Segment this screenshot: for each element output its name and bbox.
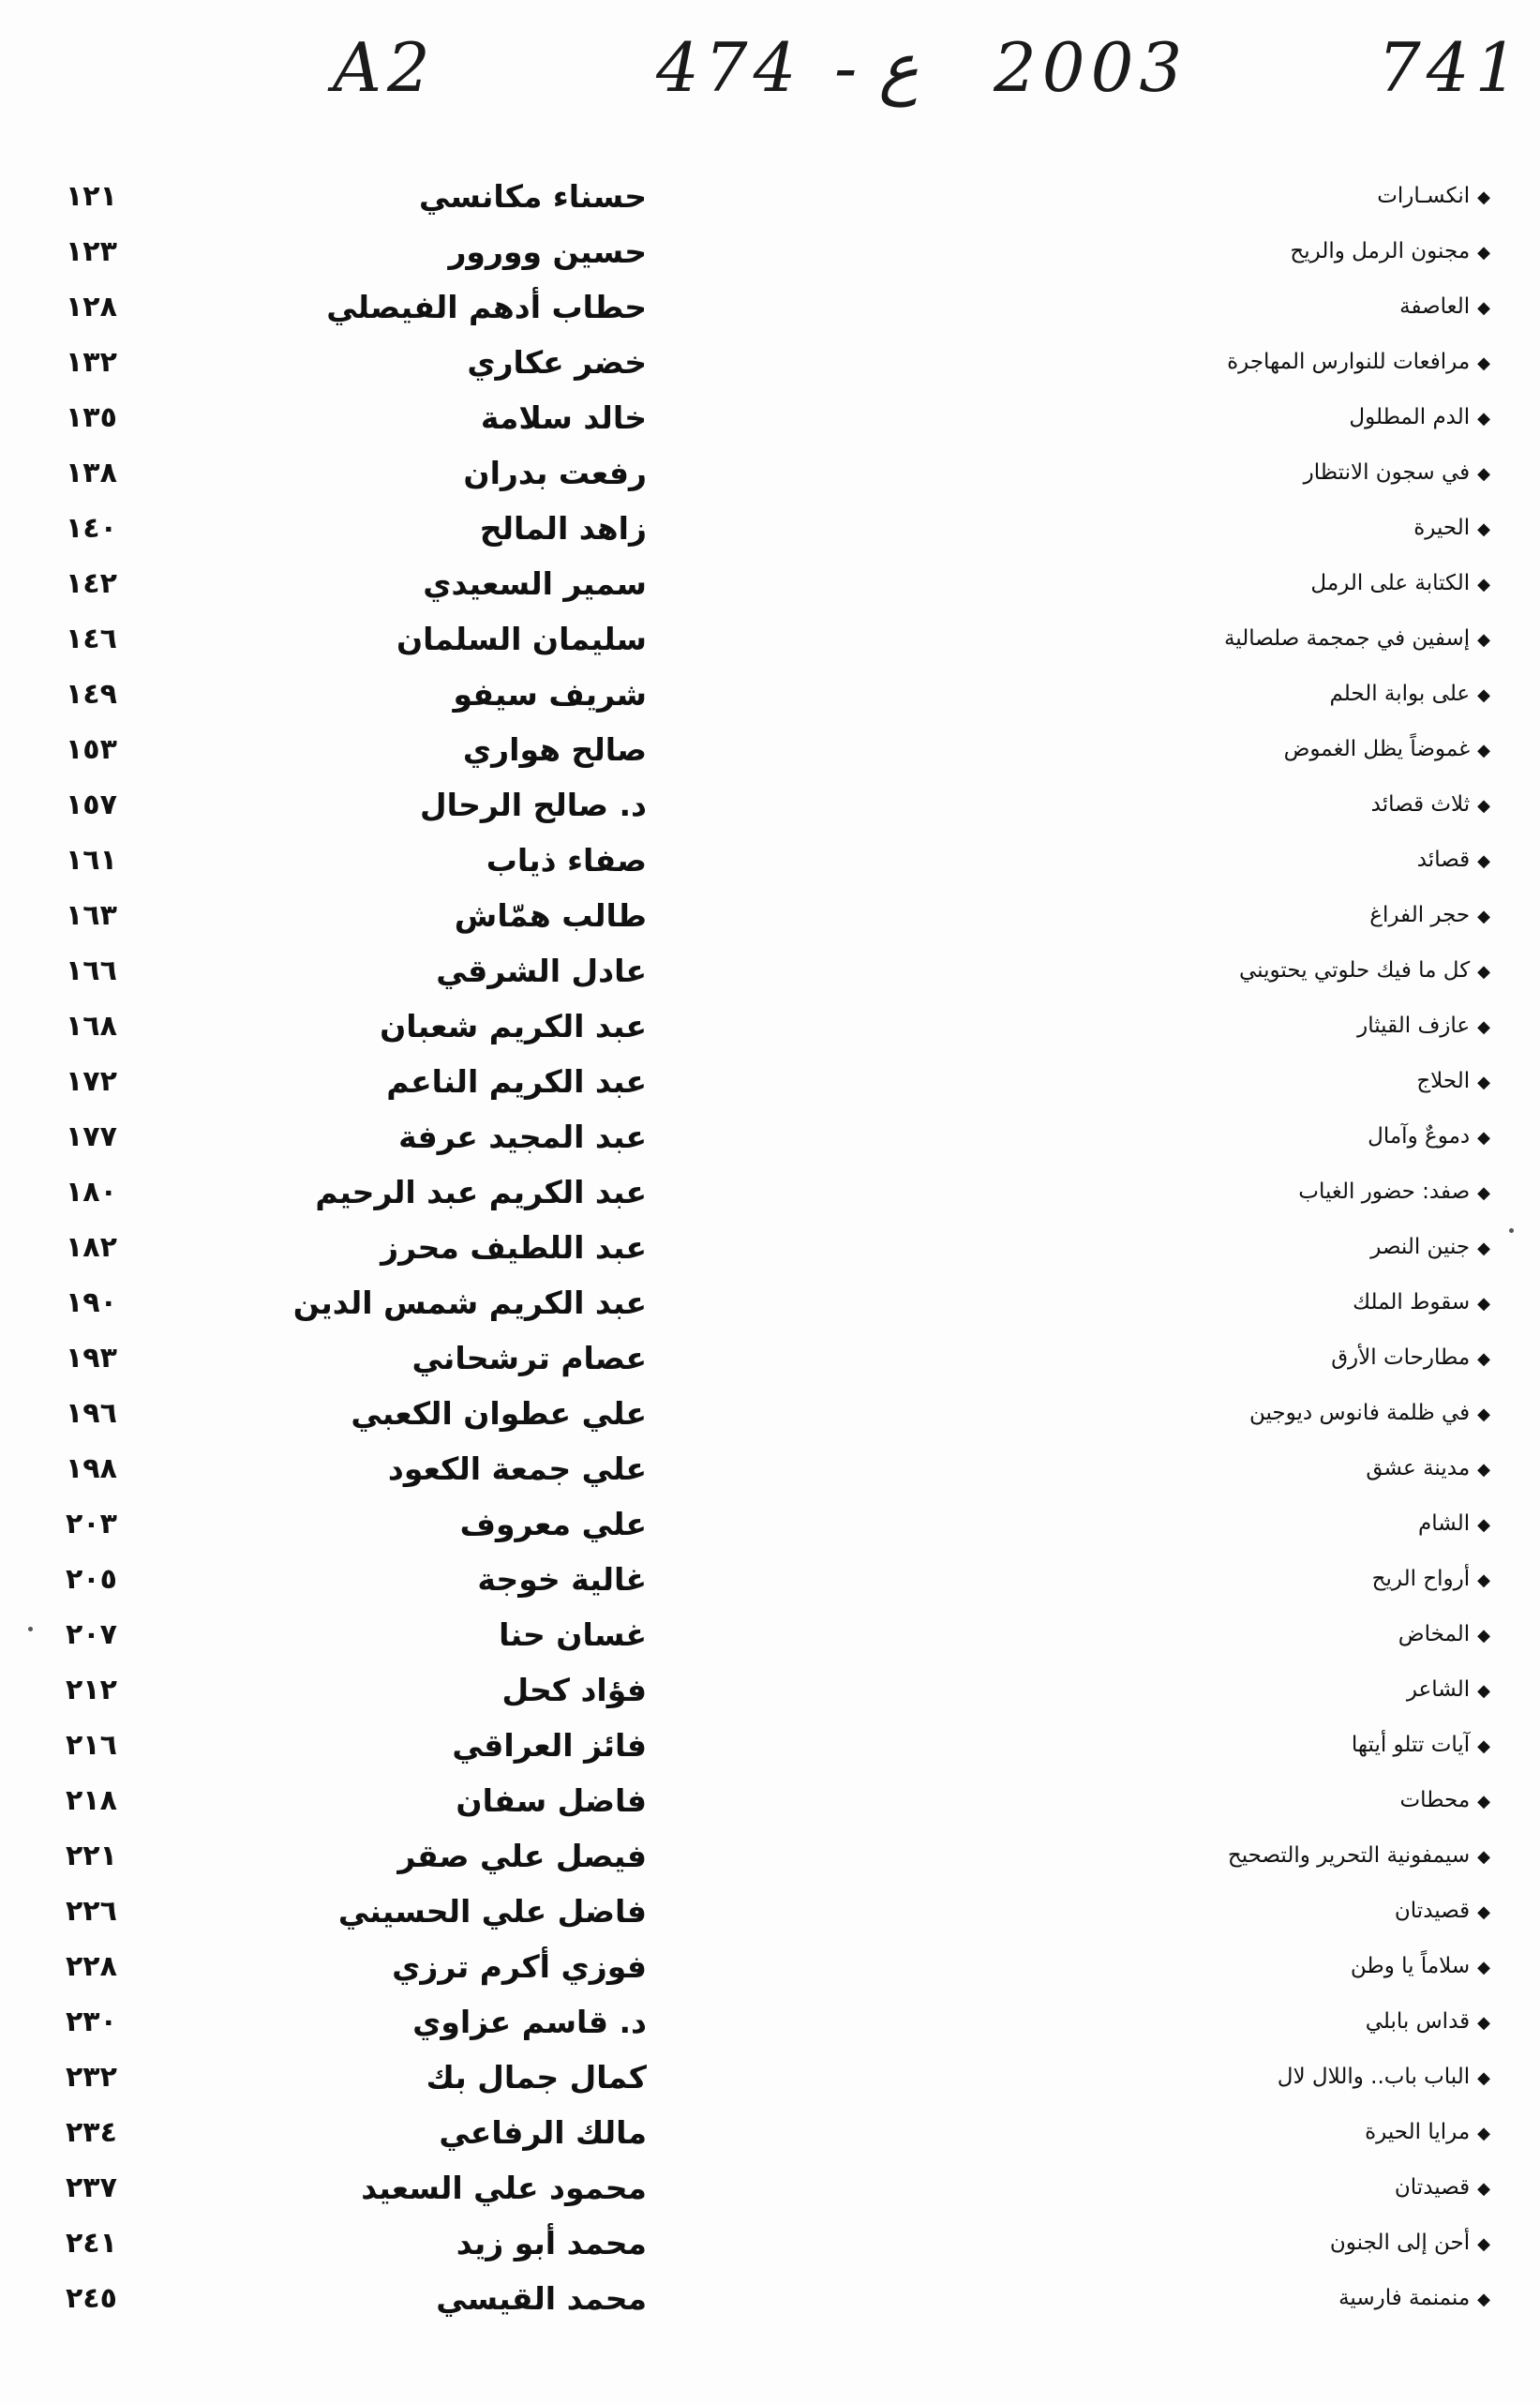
page-number: ١٧٧: [66, 1120, 117, 1153]
author-name: غسان حنا: [499, 1616, 647, 1653]
poem-title-text: أرواح الريح: [1371, 1567, 1471, 1591]
page-number: ٢٠٥: [66, 1563, 117, 1596]
toc-row: [37, 722, 1500, 777]
toc-row: [37, 279, 1500, 335]
bullet-icon: ◆: [1477, 796, 1490, 816]
author-name: شريف سيفو: [453, 676, 647, 713]
toc-row: [37, 1884, 1500, 1939]
author-name: سمير السعيدي: [423, 565, 647, 602]
poem-title: [1022, 888, 1490, 943]
poem-title: [1022, 1552, 1490, 1607]
poem-title-text: منمنمة فارسية: [1338, 2286, 1471, 2310]
poem-title-text: سقوط الملك: [1353, 1290, 1471, 1315]
poem-title-text: أحن إلى الجنون: [1329, 2231, 1471, 2255]
toc-row: [37, 1662, 1500, 1718]
toc-row: [37, 2216, 1500, 2271]
bullet-icon: ◆: [1477, 1460, 1490, 1480]
page-number: ٢٢١: [66, 1840, 117, 1872]
poem-title-text: قصيدتان: [1394, 1899, 1471, 1923]
bullet-icon: ◆: [1477, 464, 1490, 484]
toc-row: [37, 1994, 1500, 2050]
poem-title-text: على بوابة الحلم: [1329, 682, 1471, 706]
handwritten-year: 2003: [994, 28, 1189, 107]
page-number: ٢٣٠: [66, 2006, 117, 2038]
bullet-icon: ◆: [1477, 1017, 1490, 1037]
poem-title-text: الشاعر: [1406, 1677, 1471, 1702]
page-number: ١٧٢: [66, 1065, 117, 1098]
author-name: فيصل علي صقر: [397, 1838, 647, 1874]
bullet-icon: ◆: [1477, 741, 1490, 760]
page-number: ١٩٦: [66, 1397, 117, 1430]
page-number: ١٦٦: [66, 954, 117, 987]
page-number: ٢٢٨: [66, 1950, 117, 1983]
page-number: ١٣٢: [66, 346, 117, 379]
bullet-icon: ◆: [1477, 2013, 1490, 2033]
author-name: عبد المجيد عرفة: [398, 1119, 647, 1155]
poem-title: [1022, 501, 1490, 556]
author-name: محمد أبو زيد: [456, 2225, 647, 2261]
poem-title: [1022, 722, 1490, 777]
toc-row: [37, 1441, 1500, 1496]
author-name: خضر عكاري: [467, 344, 647, 381]
toc-row: [37, 1828, 1500, 1884]
page-number: ١٦٨: [66, 1010, 117, 1043]
poem-title: [1022, 1607, 1490, 1662]
bullet-icon: ◆: [1477, 1681, 1490, 1701]
poem-title-text: جنين النصر: [1370, 1235, 1471, 1259]
handwritten-code: A2: [333, 28, 436, 107]
toc-row: [37, 833, 1500, 888]
poem-title-text: قصيدتان: [1394, 2175, 1471, 2200]
page-number: ١٢١: [66, 180, 117, 213]
toc-row: [37, 1109, 1500, 1164]
poem-title-text: قصائد: [1416, 848, 1471, 872]
poem-title: [1022, 1773, 1490, 1828]
scan-speck: [1509, 1228, 1514, 1233]
bullet-icon: ◆: [1477, 1626, 1490, 1645]
scan-speck: [28, 1627, 33, 1631]
poem-title-text: مرافعات للنوارس المهاجرة: [1227, 350, 1471, 374]
poem-title: [1022, 279, 1490, 335]
toc-row: [37, 556, 1500, 611]
page-number: ١٤٩: [66, 678, 117, 711]
author-name: محمد القيسي: [436, 2280, 647, 2317]
poem-title-text: إسفين في جمجمة صلصالية: [1223, 626, 1471, 651]
bullet-icon: ◆: [1477, 243, 1490, 263]
bullet-icon: ◆: [1477, 1958, 1490, 1977]
toc-row: [37, 1718, 1500, 1773]
poem-title-text: غموضاً يظل الغموض: [1283, 737, 1471, 761]
author-name: عبد اللطيف محرز: [381, 1229, 647, 1266]
author-name: علي جمعة الكعود: [387, 1450, 647, 1487]
bullet-icon: ◆: [1477, 2124, 1490, 2143]
toc-row: [37, 169, 1500, 224]
author-name: حسناء مكانسي: [419, 178, 647, 215]
author-name: علي عطوان الكعبي: [351, 1395, 647, 1432]
bullet-icon: ◆: [1477, 1847, 1490, 1867]
poem-title-text: المخاض: [1398, 1622, 1471, 1646]
poem-title-text: الحلاج: [1416, 1069, 1471, 1093]
page-number: ١٢٨: [66, 291, 117, 323]
bullet-icon: ◆: [1477, 1349, 1490, 1369]
bullet-icon: ◆: [1477, 2290, 1490, 2309]
poem-title-text: الحيرة: [1413, 516, 1471, 540]
page-number: ١٢٣: [66, 235, 117, 268]
author-name: محمود علي السعيد: [361, 2170, 647, 2206]
toc-row: [37, 390, 1500, 445]
author-name: صالح هواري: [462, 731, 647, 768]
page-number: ٢٢٦: [66, 1895, 117, 1928]
table-of-contents: [37, 169, 1500, 2326]
poem-title: [1022, 1386, 1490, 1441]
author-name: عبد الكريم عبد الرحيم: [315, 1174, 647, 1210]
toc-row: [37, 1386, 1500, 1441]
toc-row: [37, 1552, 1500, 1607]
bullet-icon: ◆: [1477, 962, 1490, 982]
bullet-icon: ◆: [1477, 2068, 1490, 2088]
poem-title-text: العاصفة: [1399, 294, 1471, 319]
page-number: ١٨٠: [66, 1176, 117, 1209]
poem-title: [1022, 777, 1490, 833]
page-number: ٢١٨: [66, 1784, 117, 1817]
poem-title-text: في ظلمة فانوس ديوجين: [1248, 1401, 1471, 1425]
bullet-icon: ◆: [1477, 851, 1490, 871]
toc-row: [37, 1330, 1500, 1386]
poem-title: [1022, 1330, 1490, 1386]
toc-row: [37, 1607, 1500, 1662]
toc-row: [37, 943, 1500, 999]
page-number: ٢١٢: [66, 1674, 117, 1706]
poem-title: [1022, 2271, 1490, 2326]
author-name: عبد الكريم شعبان: [380, 1008, 647, 1044]
bullet-icon: ◆: [1477, 1570, 1490, 1590]
author-name: عبد الكريم شمس الدين: [292, 1285, 647, 1321]
page-number: ١٤٠: [66, 512, 117, 545]
author-name: مالك الرفاعي: [439, 2114, 647, 2151]
poem-title-text: حجر الفراغ: [1369, 903, 1471, 927]
toc-row: [37, 445, 1500, 501]
bullet-icon: ◆: [1477, 1902, 1490, 1922]
poem-title: [1022, 2160, 1490, 2216]
handwritten-letter: - ع: [834, 28, 920, 107]
page-number: ١٩٨: [66, 1452, 117, 1485]
author-name: طالب همّاش: [454, 897, 647, 934]
page-number: ١٣٥: [66, 401, 117, 434]
poem-title: [1022, 943, 1490, 999]
bullet-icon: ◆: [1477, 575, 1490, 594]
toc-row: [37, 335, 1500, 390]
author-name: عصام ترشحاني: [411, 1340, 647, 1376]
author-name: فائز العراقي: [452, 1727, 647, 1764]
page-number: ١٤٦: [66, 623, 117, 655]
author-name: فوزي أكرم ترزي: [392, 1948, 647, 1985]
bullet-icon: ◆: [1477, 630, 1490, 650]
bullet-icon: ◆: [1477, 188, 1490, 207]
page-number: ٢٠٣: [66, 1508, 117, 1540]
toc-row: [37, 888, 1500, 943]
author-name: د. صالح الرحال: [420, 787, 647, 823]
bullet-icon: ◆: [1477, 1128, 1490, 1148]
poem-title-text: ثلاث قصائد: [1370, 792, 1471, 817]
page-number: ١٦١: [66, 844, 117, 877]
poem-title: [1022, 224, 1490, 279]
poem-title: [1022, 1109, 1490, 1164]
page-number: ١٤٢: [66, 567, 117, 600]
toc-row: [37, 1220, 1500, 1275]
bullet-icon: ◆: [1477, 685, 1490, 705]
poem-title-text: سلاماً يا وطن: [1350, 1954, 1471, 1978]
poem-title: [1022, 1496, 1490, 1552]
poem-title: [1022, 999, 1490, 1054]
handwritten-number: 474: [656, 28, 802, 107]
page-number: ١٨٢: [66, 1231, 117, 1264]
poem-title: [1022, 445, 1490, 501]
bullet-icon: ◆: [1477, 409, 1490, 428]
poem-title-text: الباب باب.. واللال لال: [1277, 2065, 1471, 2089]
poem-title-text: الشام: [1417, 1511, 1471, 1536]
author-name: كمال جمال بك: [426, 2059, 647, 2096]
page-number: ٢١٦: [66, 1729, 117, 1762]
poem-title-text: كل ما فيك حلوتي يحتويني: [1239, 958, 1471, 983]
page-number: ١٩٣: [66, 1342, 117, 1375]
page-number: ١٩٠: [66, 1286, 117, 1319]
author-name: فاضل سفان: [456, 1782, 647, 1819]
poem-title-text: مجنون الرمل والريح: [1290, 239, 1471, 263]
handwritten-header: [0, 28, 1540, 131]
bullet-icon: ◆: [1477, 1792, 1490, 1811]
bullet-icon: ◆: [1477, 907, 1490, 926]
poem-title: [1022, 1164, 1490, 1220]
poem-title: [1022, 1828, 1490, 1884]
bullet-icon: ◆: [1477, 1239, 1490, 1258]
author-name: خالد سلامة: [480, 399, 647, 436]
poem-title-text: محطات: [1399, 1788, 1471, 1812]
page-number: ١٥٧: [66, 789, 117, 821]
bullet-icon: ◆: [1477, 353, 1490, 373]
poem-title-text: في سجون الانتظار: [1303, 460, 1471, 485]
author-name: د. قاسم عزاوي: [412, 2004, 647, 2040]
author-name: صفاء ذياب: [486, 842, 647, 879]
page-number: ٢٤١: [66, 2227, 117, 2260]
author-name: عبد الكريم الناعم: [386, 1063, 647, 1100]
toc-row: [37, 224, 1500, 279]
poem-title-text: مطارحات الأرق: [1331, 1345, 1471, 1370]
toc-row: [37, 2160, 1500, 2216]
poem-title: [1022, 667, 1490, 722]
poem-title: [1022, 2216, 1490, 2271]
bullet-icon: ◆: [1477, 1183, 1490, 1203]
poem-title: [1022, 335, 1490, 390]
toc-row: [37, 667, 1500, 722]
bullet-icon: ◆: [1477, 1736, 1490, 1756]
author-name: فؤاد كحل: [501, 1672, 647, 1708]
poem-title-text: آيات تتلو أيتها: [1351, 1733, 1471, 1757]
toc-row: [37, 2050, 1500, 2105]
page-number: ٢٣٢: [66, 2061, 117, 2094]
toc-row: [37, 1773, 1500, 1828]
toc-row: [37, 777, 1500, 833]
page-number: ٢٣٧: [66, 2171, 117, 2204]
author-name: حطاب أدهم الفيصلي: [326, 289, 647, 325]
poem-title: [1022, 1275, 1490, 1330]
poem-title: [1022, 2050, 1490, 2105]
poem-title: [1022, 1220, 1490, 1275]
page-number: ٢٣٤: [66, 2116, 117, 2149]
poem-title: [1022, 1884, 1490, 1939]
author-name: زاهد المالح: [479, 510, 647, 547]
bullet-icon: ◆: [1477, 298, 1490, 318]
bullet-icon: ◆: [1477, 2179, 1490, 2199]
poem-title: [1022, 169, 1490, 224]
toc-row: [37, 2105, 1500, 2160]
poem-title-text: عازف القيثار: [1357, 1014, 1471, 1038]
poem-title: [1022, 390, 1490, 445]
bullet-icon: ◆: [1477, 519, 1490, 539]
poem-title-text: الدم المطلول: [1349, 405, 1471, 429]
poem-title-text: سيمفونية التحرير والتصحيح: [1227, 1843, 1471, 1868]
author-name: سليمان السلمان: [396, 621, 647, 657]
author-name: عادل الشرقي: [436, 953, 647, 989]
page-number: ١٥٣: [66, 733, 117, 766]
poem-title: [1022, 833, 1490, 888]
bullet-icon: ◆: [1477, 1405, 1490, 1424]
toc-row: [37, 999, 1500, 1054]
poem-title: [1022, 2105, 1490, 2160]
toc-row: [37, 1054, 1500, 1109]
poem-title-text: دموعٌ وآمال: [1368, 1124, 1471, 1149]
author-name: رفعت بدران: [463, 455, 647, 491]
toc-row: [37, 1164, 1500, 1220]
poem-title: [1022, 1994, 1490, 2050]
poem-title: [1022, 1718, 1490, 1773]
page-number: ١٣٨: [66, 457, 117, 489]
poem-title: [1022, 1939, 1490, 1994]
poem-title-text: مرايا الحيرة: [1365, 2120, 1471, 2144]
author-name: علي معروف: [459, 1506, 647, 1542]
poem-title-text: مدينة عشق: [1366, 1456, 1471, 1480]
bullet-icon: ◆: [1477, 2234, 1490, 2254]
poem-title-text: الكتابة على الرمل: [1310, 571, 1471, 595]
toc-row: [37, 501, 1500, 556]
handwritten-id: 741: [1378, 28, 1524, 107]
poem-title: [1022, 556, 1490, 611]
page-number: ١٦٣: [66, 899, 117, 932]
page-number: ٢٤٥: [66, 2282, 117, 2315]
toc-row: [37, 1275, 1500, 1330]
page-number: ٢٠٧: [66, 1618, 117, 1651]
poem-title: [1022, 1054, 1490, 1109]
toc-row: [37, 1496, 1500, 1552]
author-name: غالية خوجة: [477, 1561, 647, 1598]
toc-row: [37, 2271, 1500, 2326]
poem-title-text: انكسـارات: [1377, 184, 1471, 208]
bullet-icon: ◆: [1477, 1515, 1490, 1535]
author-name: حسين وورور: [448, 233, 647, 270]
bullet-icon: ◆: [1477, 1073, 1490, 1092]
poem-title-text: صفد: حضور الغياب: [1298, 1179, 1471, 1204]
author-name: فاضل علي الحسيني: [337, 1893, 647, 1930]
bullet-icon: ◆: [1477, 1294, 1490, 1314]
toc-row: [37, 611, 1500, 667]
toc-row: [37, 1939, 1500, 1994]
poem-title: [1022, 1662, 1490, 1718]
poem-title: [1022, 611, 1490, 667]
poem-title: [1022, 1441, 1490, 1496]
poem-title-text: قداس بابلي: [1365, 2009, 1471, 2034]
